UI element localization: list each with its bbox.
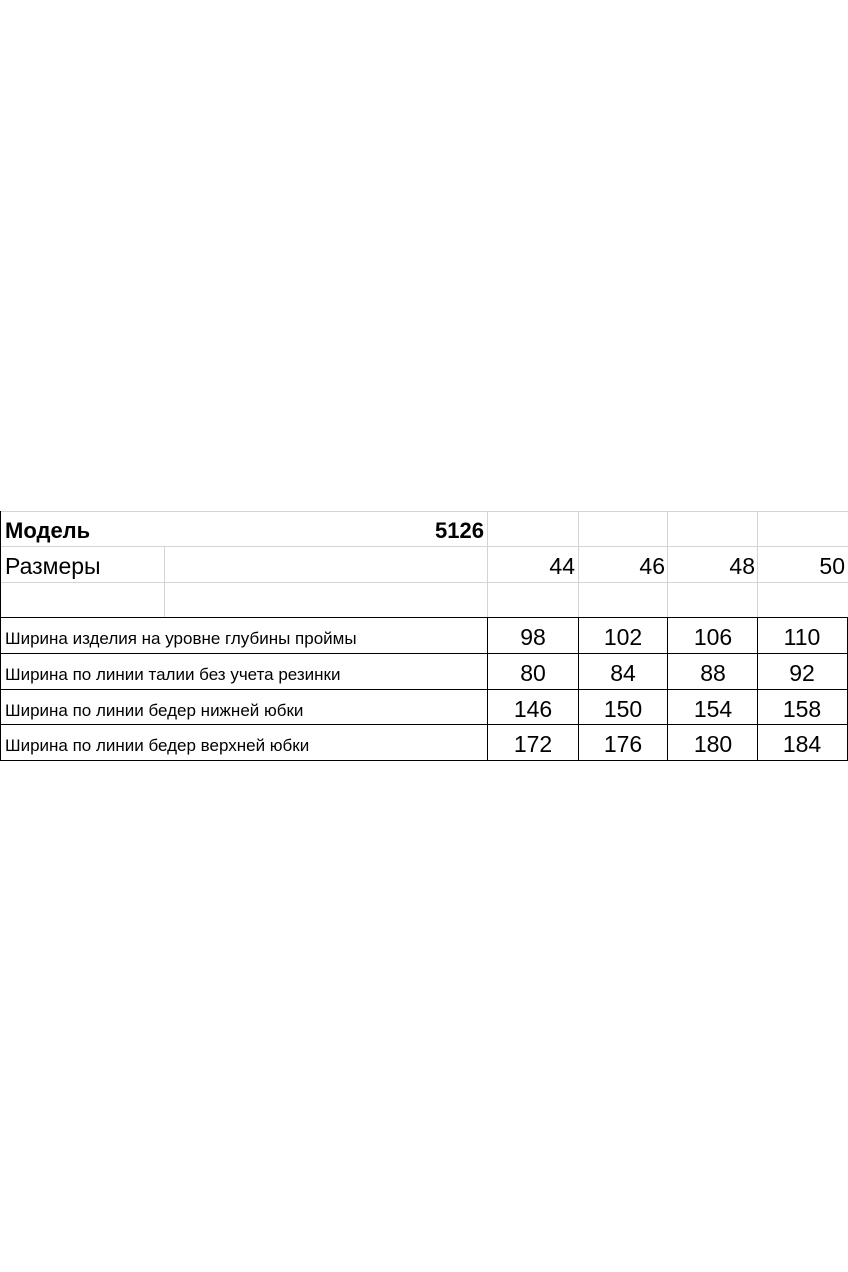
gridline (0, 582, 848, 583)
gridline (0, 511, 848, 512)
model-label: Модель (5, 518, 91, 543)
row-label: Ширина по линии бедер верхней юбки (5, 736, 310, 755)
gridline (578, 511, 579, 617)
table-cell: 176 (603, 731, 643, 757)
table-border (0, 653, 848, 654)
table-cell: 84 (610, 660, 636, 686)
table-cell: 150 (603, 696, 643, 722)
gridline (487, 511, 488, 617)
row-label: Ширина по линии бедер нижней юбки (5, 701, 304, 720)
size-header: 50 (819, 553, 845, 579)
table-cell: 106 (693, 624, 733, 650)
table-cell: 180 (693, 731, 733, 757)
row-label: Ширина изделия на уровне глубины проймы (5, 629, 357, 648)
table-cell: 154 (693, 696, 733, 722)
table-border (0, 617, 848, 618)
model-number: 5126 (435, 518, 484, 543)
table-cell: 102 (603, 624, 643, 650)
size-header: 48 (729, 553, 755, 579)
gridline (164, 546, 165, 617)
size-header: 44 (549, 553, 575, 579)
table-cell: 184 (782, 731, 822, 757)
table-cell: 98 (520, 624, 546, 650)
table-border (0, 511, 1, 761)
table-cell: 158 (782, 696, 822, 722)
sizes-label: Размеры (5, 553, 101, 579)
table-border (0, 724, 848, 725)
table-cell: 80 (520, 660, 546, 686)
table-cell: 110 (783, 624, 821, 650)
table-border (0, 760, 848, 761)
table-cell: 172 (513, 731, 553, 757)
gridline (757, 511, 758, 617)
table-cell: 88 (700, 660, 726, 686)
size-chart-table (0, 511, 848, 761)
gridline (667, 511, 668, 617)
table-border (0, 689, 848, 690)
row-label: Ширина по линии талии без учета резинки (5, 665, 341, 684)
table-cell: 92 (789, 660, 815, 686)
gridline (0, 546, 848, 547)
size-header: 46 (639, 553, 665, 579)
table-cell: 146 (513, 696, 553, 722)
